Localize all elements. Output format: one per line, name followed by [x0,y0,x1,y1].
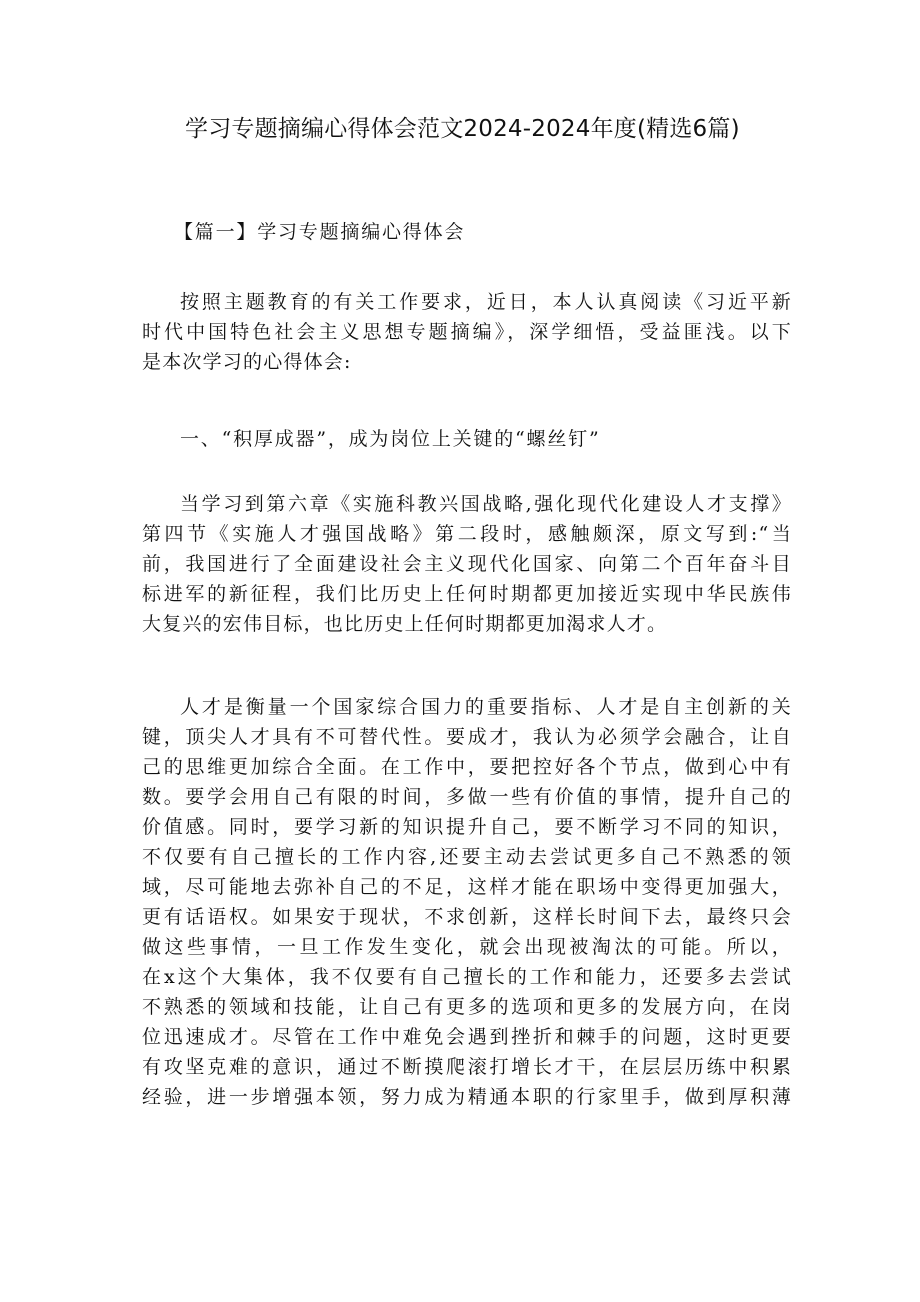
subheading-1 [142,424,792,454]
paragraph-1 [142,287,792,377]
paragraph-3 [142,692,792,1112]
paragraph-line: 按照主题教育的有关工作要求，近日，本人认真阅读《习近平新 [180,291,792,313]
paragraph-line: 做这些事情，一旦工作发生变化，就会出现被淘汰的可能。所以， [142,936,792,958]
paragraph-line: 键，顶尖人才具有不可替代性。要成才，我认为必须学会融合，让自 [142,726,792,748]
paragraph-line: 当学习到第六章《实施科教兴国战略,强化现代化建设人才支撑》 [180,493,792,515]
section-heading [142,217,792,247]
paragraph-line: 经验，进一步增强本领，努力成为精通本职的行家里手，做到厚积薄 [142,1086,792,1108]
paragraph-line: 域，尽可能地去弥补自己的不足，这样才能在职场中变得更加强大， [142,876,792,898]
paragraph-line: 在x这个大集体，我不仅要有自己擅长的工作和能力，还要多去尝试 [142,966,792,988]
paragraph-line: 不熟悉的领域和技能，让自己有更多的选项和更多的发展方向，在岗 [142,996,792,1018]
paragraph-line: 价值感。同时，要学习新的知识提升自己，要不断学习不同的知识， [142,816,792,838]
paragraph-line: 有攻坚克难的意识，通过不断摸爬滚打增长才干，在层层历练中积累 [142,1056,792,1078]
section-heading-text: 【篇一】学习专题摘编心得体会 [174,221,466,243]
paragraph-line: 人才是衡量一个国家综合国力的重要指标、人才是自主创新的关 [180,696,792,718]
paragraph-line: 前，我国进行了全面建设社会主义现代化国家、向第二个百年奋斗目 [142,553,792,575]
subheading-text: 一、“积厚成器”，成为岗位上关键的“螺丝钉” [180,428,601,450]
paragraph-line: 不仅要有自己擅长的工作内容,还要主动去尝试更多自己不熟悉的领 [142,846,792,868]
paragraph-line: 数。要学会用自己有限的时间，多做一些有价值的事情，提升自己的 [142,786,792,808]
paragraph-line: 是本次学习的心得体会: [142,351,352,373]
paragraph-line: 时代中国特色社会主义思想专题摘编》，深学细悟，受益匪浅。以下 [142,321,792,343]
paragraph-line: 更有话语权。如果安于现状，不求创新，这样长时间下去，最终只会 [142,906,792,928]
paragraph-2 [142,489,792,639]
paragraph-line: 第四节《实施人才强国战略》第二段时，感触颇深，原文写到:“当 [142,523,792,545]
paragraph-line: 标进军的新征程，我们比历史上任何时期都更加接近实现中华民族伟 [142,583,792,605]
paragraph-line: 位迅速成才。尽管在工作中难免会遇到挫折和棘手的问题，这时更要 [142,1026,792,1048]
paragraph-line: 己的思维更加综合全面。在工作中，要把控好各个节点，做到心中有 [142,756,792,778]
document-title: 学习专题摘编心得体会范文2024-2024年度(精选6篇) [185,116,740,142]
paragraph-line: 大复兴的宏伟目标，也比历史上任何时期都更加渴求人才。 [142,613,668,635]
